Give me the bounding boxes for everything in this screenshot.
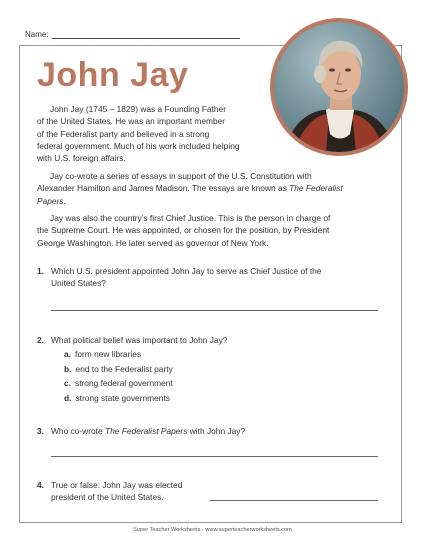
period: . (63, 195, 66, 206)
p1-line: John Jay (1745 – 1829) was a Founding Father (50, 104, 226, 114)
option-d[interactable] (64, 392, 170, 404)
paragraph-3 (37, 212, 330, 249)
question-1 (37, 265, 397, 291)
question-text: United States? (51, 278, 106, 289)
option-b[interactable] (64, 363, 173, 375)
federalist-title: The Federalist (289, 183, 343, 194)
p3-line: George Washington. He later served as governor of New York. (37, 237, 269, 248)
question-3 (37, 425, 397, 439)
p1-line: of the United States. He was an important member (37, 116, 226, 127)
answer-line-3[interactable] (51, 456, 378, 457)
option-text: strong federal government (75, 378, 173, 388)
question-text: Who co-wrote (51, 426, 105, 436)
name-label: Name: (25, 30, 49, 39)
john-jay-portrait (274, 22, 404, 152)
p2-line: Jay co-wrote a series of essays in support of the U.S. Constitution with (50, 171, 312, 181)
option-a[interactable] (64, 348, 141, 360)
footer-credit: Super Teacher Worksheets - www.superteacherworksheets.com (133, 527, 292, 533)
p3-line: the Supreme Court. He was appointed, or chosen for the position, by President (37, 225, 330, 236)
p1-line: federal government. Much of his work included helping (37, 140, 240, 151)
p2-line: Alexander Hamilton and James Madison. The essays are known as (37, 183, 290, 194)
option-text: form new libraries (75, 349, 142, 359)
federalist-title: The Federalist Papers (105, 426, 188, 436)
option-letter: d. (64, 393, 72, 403)
answer-line-4[interactable] (210, 500, 378, 501)
federalist-title-cont: Papers (37, 195, 64, 206)
question-4 (37, 479, 237, 505)
option-letter: b. (64, 364, 72, 374)
p1-line: with U.S. foreign affairs. (37, 153, 126, 164)
question-text: president of the United States. (51, 492, 164, 503)
paragraph-2 (37, 170, 343, 207)
option-letter: a. (64, 349, 71, 359)
question-text: True or false: John Jay was elected (51, 480, 183, 490)
paragraph-1 (37, 103, 240, 164)
option-text: end to the Federalist party (75, 364, 173, 374)
option-c[interactable] (64, 377, 173, 389)
question-number: 4. (37, 480, 44, 490)
question-number: 1. (37, 266, 44, 276)
p1-line: of the Federalist party and believed in a strong (37, 128, 210, 139)
question-number: 2. (37, 335, 44, 345)
question-2 (37, 334, 397, 348)
name-field (25, 30, 240, 39)
answer-line-1[interactable] (51, 310, 378, 311)
question-text: What political belief was important to John Jay? (51, 335, 228, 345)
option-text: strong state governments (75, 393, 170, 403)
p3-line: Jay was also the country’s first Chief Justice. This is the person in charge of (50, 213, 331, 223)
question-text: with John Jay? (187, 426, 246, 436)
page-title: John Jay (37, 56, 189, 94)
question-text: Which U.S. president appointed John Jay to serve as Chief Justice of the (51, 266, 322, 276)
question-number: 3. (37, 426, 44, 436)
name-line[interactable] (52, 30, 240, 39)
portrait-frame (270, 18, 408, 156)
option-letter: c. (64, 378, 71, 388)
